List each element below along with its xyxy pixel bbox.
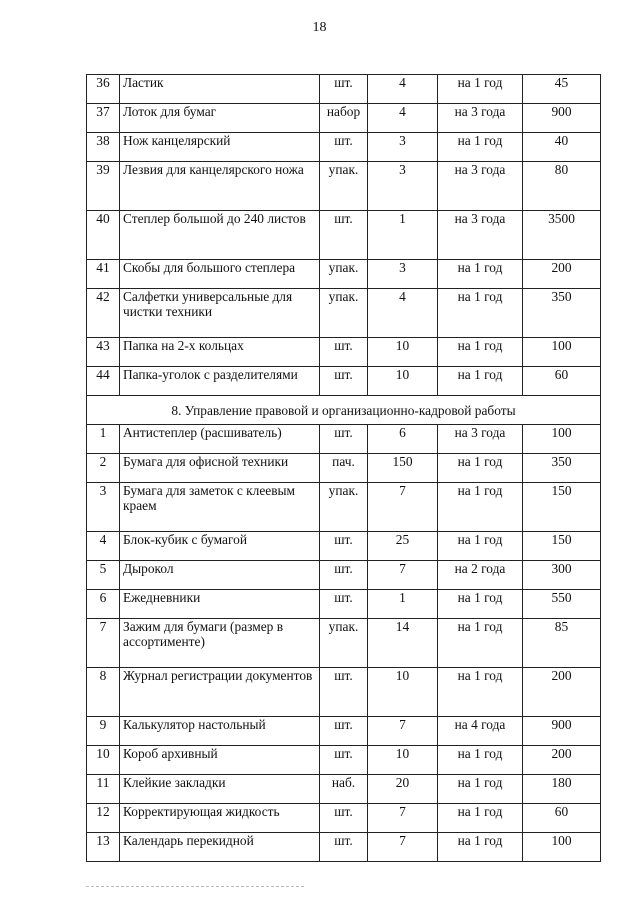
cell-period: на 1 год xyxy=(438,668,523,717)
cell-unit: шт. xyxy=(320,717,368,746)
cell-unit: наб. xyxy=(320,775,368,804)
cell-num: 38 xyxy=(87,133,120,162)
cell-price: 100 xyxy=(523,338,601,367)
cell-period: на 1 год xyxy=(438,454,523,483)
cell-num: 37 xyxy=(87,104,120,133)
cell-num: 7 xyxy=(87,619,120,668)
cell-name: Нож канцелярский xyxy=(120,133,320,162)
table-row xyxy=(87,619,601,668)
table-row xyxy=(87,211,601,260)
footer-divider xyxy=(86,886,304,887)
cell-name: Папка-уголок с разделителями xyxy=(120,367,320,396)
cell-price: 40 xyxy=(523,133,601,162)
cell-qty: 14 xyxy=(368,619,438,668)
cell-period: на 1 год xyxy=(438,260,523,289)
cell-num: 2 xyxy=(87,454,120,483)
table-row xyxy=(87,833,601,862)
page-number: 18 xyxy=(312,20,327,35)
cell-period: на 1 год xyxy=(438,75,523,104)
cell-price: 45 xyxy=(523,75,601,104)
cell-num: 43 xyxy=(87,338,120,367)
supplies-table xyxy=(86,74,601,862)
cell-qty: 10 xyxy=(368,746,438,775)
cell-num: 44 xyxy=(87,367,120,396)
cell-qty: 10 xyxy=(368,367,438,396)
cell-name: Зажим для бумаги (размер в ассортименте) xyxy=(120,619,320,668)
table-row xyxy=(87,804,601,833)
cell-price: 350 xyxy=(523,289,601,338)
table-row xyxy=(87,717,601,746)
table-row xyxy=(87,75,601,104)
cell-unit: упак. xyxy=(320,289,368,338)
cell-num: 9 xyxy=(87,717,120,746)
cell-name: Короб архивный xyxy=(120,746,320,775)
cell-qty: 4 xyxy=(368,289,438,338)
cell-qty: 7 xyxy=(368,561,438,590)
cell-period: на 4 года xyxy=(438,717,523,746)
cell-num: 39 xyxy=(87,162,120,211)
cell-period: на 1 год xyxy=(438,133,523,162)
cell-price: 150 xyxy=(523,483,601,532)
cell-name: Бумага для заметок с клеевым краем xyxy=(120,483,320,532)
cell-price: 550 xyxy=(523,590,601,619)
table-row xyxy=(87,668,601,717)
cell-name: Калькулятор настольный xyxy=(120,717,320,746)
table-row xyxy=(87,162,601,211)
cell-name: Лезвия для канцелярского ножа xyxy=(120,162,320,211)
cell-num: 10 xyxy=(87,746,120,775)
table-section-8 xyxy=(87,396,601,425)
cell-unit: пач. xyxy=(320,454,368,483)
cell-unit: упак. xyxy=(320,162,368,211)
cell-num: 42 xyxy=(87,289,120,338)
cell-period: на 1 год xyxy=(438,775,523,804)
cell-name: Бумага для офисной техники xyxy=(120,454,320,483)
cell-unit: упак. xyxy=(320,260,368,289)
cell-qty: 4 xyxy=(368,75,438,104)
cell-num: 40 xyxy=(87,211,120,260)
cell-qty: 1 xyxy=(368,590,438,619)
cell-name: Журнал регистрации документов xyxy=(120,668,320,717)
cell-name: Корректирующая жидкость xyxy=(120,804,320,833)
cell-unit: набор xyxy=(320,104,368,133)
cell-qty: 7 xyxy=(368,833,438,862)
cell-price: 85 xyxy=(523,619,601,668)
cell-qty: 7 xyxy=(368,717,438,746)
cell-num: 6 xyxy=(87,590,120,619)
cell-name: Скобы для большого степлера xyxy=(120,260,320,289)
cell-unit: шт. xyxy=(320,133,368,162)
cell-unit: шт. xyxy=(320,367,368,396)
table-row xyxy=(87,425,601,454)
cell-qty: 10 xyxy=(368,338,438,367)
cell-price: 80 xyxy=(523,162,601,211)
table-row xyxy=(87,590,601,619)
table-row xyxy=(87,133,601,162)
cell-name: Салфетки универсальные для чистки техники xyxy=(120,289,320,338)
table-row xyxy=(87,746,601,775)
table-row xyxy=(87,483,601,532)
cell-unit: упак. xyxy=(320,619,368,668)
cell-name: Блок-кубик с бумагой xyxy=(120,532,320,561)
cell-period: на 2 года xyxy=(438,561,523,590)
table-row xyxy=(87,104,601,133)
cell-name: Календарь перекидной xyxy=(120,833,320,862)
cell-unit: шт. xyxy=(320,425,368,454)
table-section-legal-hr xyxy=(87,425,601,862)
table-row xyxy=(87,367,601,396)
cell-price: 200 xyxy=(523,260,601,289)
cell-qty: 3 xyxy=(368,133,438,162)
cell-period: на 1 год xyxy=(438,590,523,619)
cell-qty: 1 xyxy=(368,211,438,260)
cell-price: 200 xyxy=(523,668,601,717)
table-section-previous xyxy=(87,75,601,396)
table-row xyxy=(87,338,601,367)
table-row xyxy=(87,532,601,561)
cell-qty: 7 xyxy=(368,483,438,532)
cell-unit: шт. xyxy=(320,668,368,717)
section-header-row xyxy=(87,396,601,425)
cell-qty: 7 xyxy=(368,804,438,833)
cell-price: 60 xyxy=(523,367,601,396)
cell-price: 200 xyxy=(523,746,601,775)
cell-num: 36 xyxy=(87,75,120,104)
cell-num: 8 xyxy=(87,668,120,717)
cell-price: 350 xyxy=(523,454,601,483)
cell-num: 12 xyxy=(87,804,120,833)
cell-period: на 1 год xyxy=(438,833,523,862)
cell-unit: шт. xyxy=(320,211,368,260)
cell-price: 100 xyxy=(523,425,601,454)
cell-period: на 1 год xyxy=(438,804,523,833)
cell-period: на 1 год xyxy=(438,483,523,532)
cell-qty: 25 xyxy=(368,532,438,561)
cell-name: Ластик xyxy=(120,75,320,104)
cell-qty: 150 xyxy=(368,454,438,483)
cell-num: 41 xyxy=(87,260,120,289)
cell-price: 3500 xyxy=(523,211,601,260)
cell-num: 3 xyxy=(87,483,120,532)
cell-price: 300 xyxy=(523,561,601,590)
cell-name: Клейкие закладки xyxy=(120,775,320,804)
cell-unit: шт. xyxy=(320,590,368,619)
cell-name: Лоток для бумаг xyxy=(120,104,320,133)
cell-price: 900 xyxy=(523,104,601,133)
cell-num: 13 xyxy=(87,833,120,862)
cell-qty: 4 xyxy=(368,104,438,133)
cell-period: на 1 год xyxy=(438,619,523,668)
cell-qty: 20 xyxy=(368,775,438,804)
cell-period: на 1 год xyxy=(438,338,523,367)
cell-qty: 10 xyxy=(368,668,438,717)
cell-period: на 3 года xyxy=(438,162,523,211)
section-title: 8. Управление правовой и организационно-кадровой работы xyxy=(87,396,601,425)
cell-price: 100 xyxy=(523,833,601,862)
table-row xyxy=(87,454,601,483)
cell-name: Ежедневники xyxy=(120,590,320,619)
cell-num: 1 xyxy=(87,425,120,454)
cell-period: на 3 года xyxy=(438,211,523,260)
cell-price: 900 xyxy=(523,717,601,746)
cell-price: 60 xyxy=(523,804,601,833)
cell-name: Дырокол xyxy=(120,561,320,590)
cell-period: на 1 год xyxy=(438,746,523,775)
cell-period: на 1 год xyxy=(438,532,523,561)
cell-period: на 3 года xyxy=(438,104,523,133)
cell-unit: шт. xyxy=(320,804,368,833)
cell-unit: шт. xyxy=(320,561,368,590)
cell-qty: 3 xyxy=(368,162,438,211)
table-row xyxy=(87,289,601,338)
cell-unit: упак. xyxy=(320,483,368,532)
cell-price: 180 xyxy=(523,775,601,804)
cell-num: 4 xyxy=(87,532,120,561)
table-row xyxy=(87,561,601,590)
cell-name: Степлер большой до 240 листов xyxy=(120,211,320,260)
cell-period: на 1 год xyxy=(438,289,523,338)
cell-period: на 1 год xyxy=(438,367,523,396)
cell-unit: шт. xyxy=(320,833,368,862)
cell-name: Антистеплер (расшиватель) xyxy=(120,425,320,454)
table-row xyxy=(87,260,601,289)
cell-qty: 6 xyxy=(368,425,438,454)
cell-unit: шт. xyxy=(320,338,368,367)
cell-period: на 3 года xyxy=(438,425,523,454)
cell-name: Папка на 2-х кольцах xyxy=(120,338,320,367)
cell-num: 11 xyxy=(87,775,120,804)
cell-unit: шт. xyxy=(320,532,368,561)
cell-unit: шт. xyxy=(320,746,368,775)
table-row xyxy=(87,775,601,804)
cell-price: 150 xyxy=(523,532,601,561)
cell-qty: 3 xyxy=(368,260,438,289)
cell-unit: шт. xyxy=(320,75,368,104)
cell-num: 5 xyxy=(87,561,120,590)
